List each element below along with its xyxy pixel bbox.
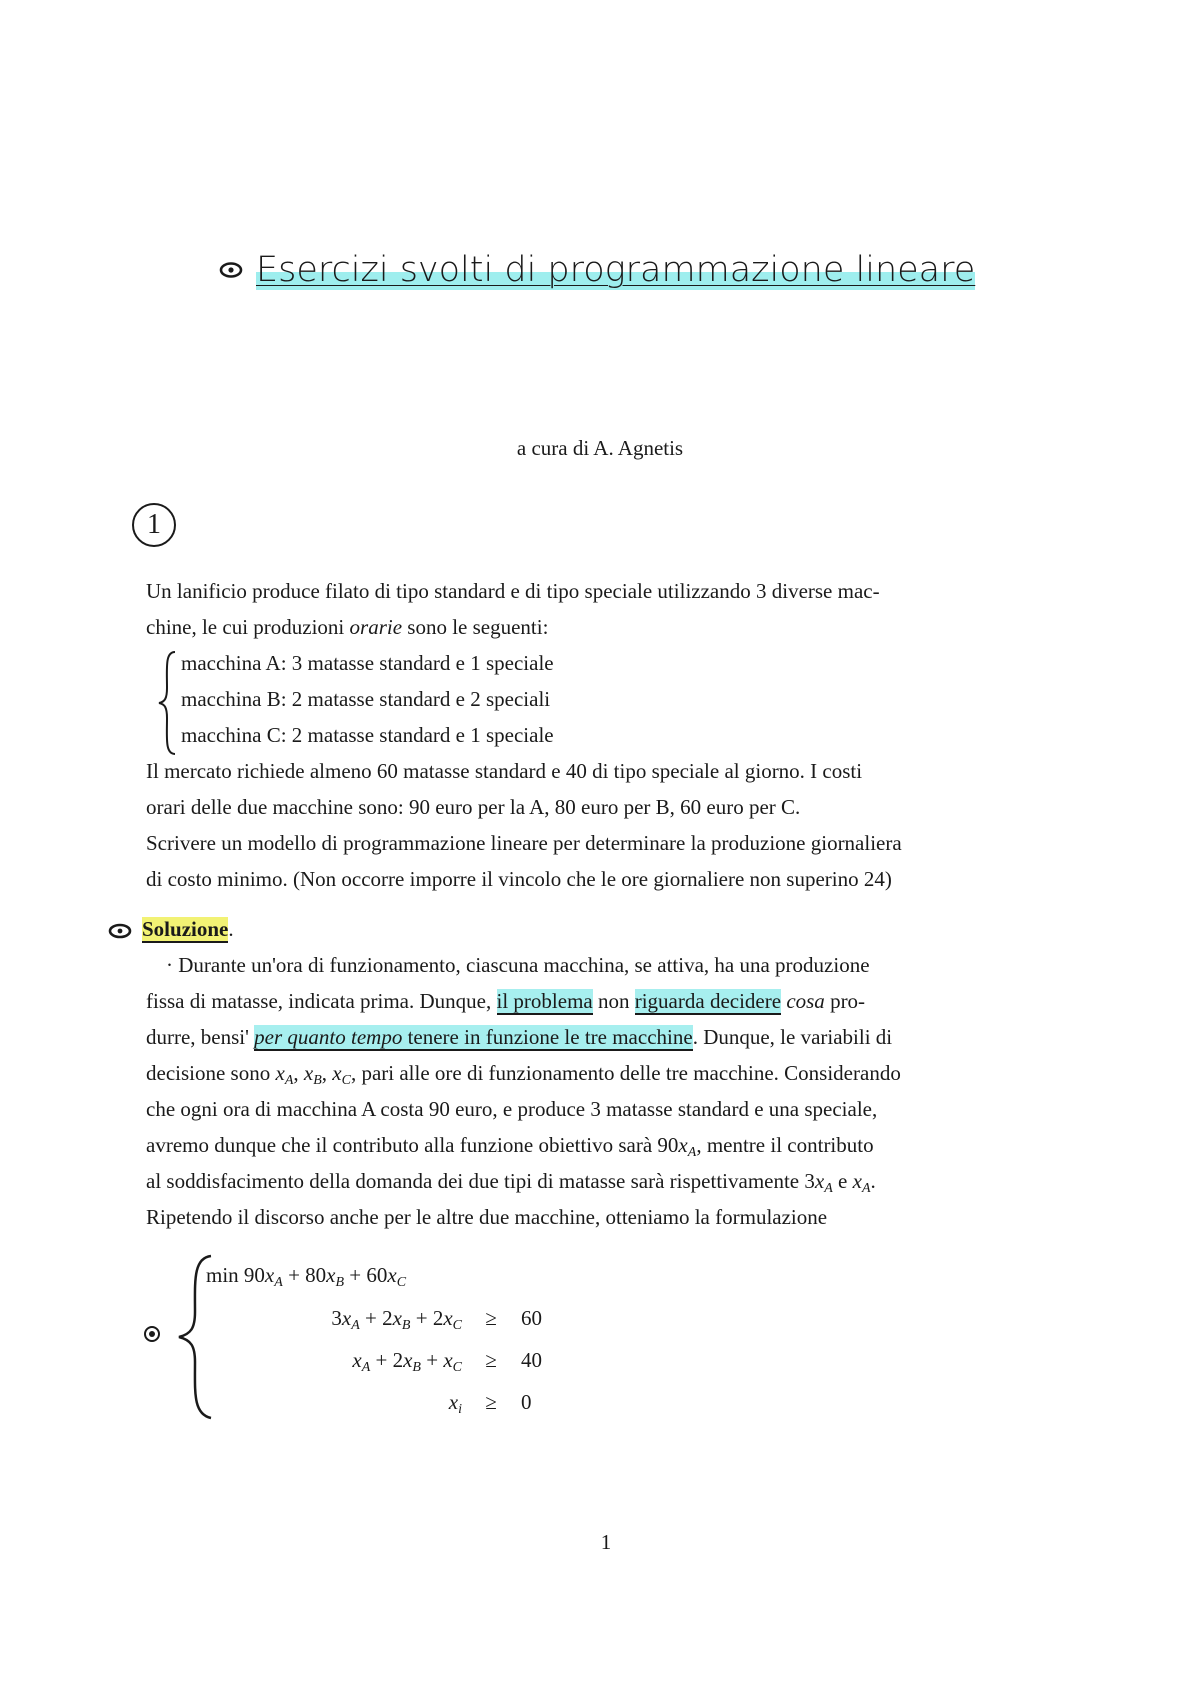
machine-item: macchina A: 3 matasse standard e 1 speciale [181, 651, 554, 675]
lp-objective: $\min 90x_A + 80x_B + 60x_C$ [206, 1263, 407, 1290]
highlight-riguarda-decidere: riguarda decidere [634, 989, 782, 1013]
exercise-line: di costo minimo. (Non occorre imporre il vincolo che le ore giornaliere non superino 24) [146, 867, 892, 891]
exercise-number: 1 [147, 509, 161, 540]
page-title: Esercizi svolti di programmazione lineare [256, 250, 976, 290]
exercise-line: orari delle due macchine sono: 90 euro per la A, 80 euro per B, 60 euro per C. [146, 795, 801, 819]
solution-line: durre, bensi' per quanto tempo tenere in funzione le tre macchine. Dunque, le variabili di [146, 1025, 893, 1049]
page-number: 1 [600, 1530, 612, 1554]
lp-constraint: $x_A + 2x_B + x_C$ [352, 1348, 462, 1375]
machine-item: macchina C: 2 matasse standard e 1 speciale [181, 723, 554, 747]
eye-icon [108, 922, 132, 940]
solution-heading: Soluzione [142, 917, 229, 941]
lp-constraint-rhs: 60 [521, 1306, 542, 1330]
dot-circle-icon [143, 1325, 161, 1343]
exercise-line: Un lanificio produce filato di tipo standard e di tipo speciale utilizzando 3 diverse mac- [146, 579, 880, 603]
emphasis-orarie: orarie [349, 615, 403, 639]
solution-line: al soddisfacimento della domanda dei due tipi di matasse sarà rispettivamente $3x_A$ e $x_A$. [146, 1169, 876, 1196]
lp-constraint-relation: ≥ [485, 1390, 497, 1414]
solution-line: · Durante un'ora di funzionamento, ciascuna macchina, se attiva, ha una produzione [166, 953, 870, 977]
machine-item: macchina B: 2 matasse standard e 2 speciali [181, 687, 551, 711]
lp-constraint-relation: ≥ [485, 1306, 497, 1330]
highlight-il-problema: il problema [496, 989, 593, 1013]
decision-variables: $x_A$, $x_B$, $x_C$ [275, 1061, 351, 1088]
solution-line: che ogni ora di macchina A costa 90 euro, e produce 3 matasse standard e una speciale, [146, 1097, 878, 1121]
solution-line: fissa di matasse, indicata prima. Dunque, il problema non riguarda decidere cosa pro- [146, 989, 866, 1013]
title-row [218, 250, 975, 290]
lp-constraint: $x_i$ [448, 1390, 462, 1417]
brace-icon [157, 648, 179, 758]
solution-line: avremo dunque che il contributo alla funzione obiettivo sarà $90x_A$, mentre il contributo [146, 1133, 874, 1160]
solution-heading-row: Soluzione. [108, 911, 234, 947]
exercise-line: chine, le cui produzioni orarie sono le seguenti: [146, 615, 549, 639]
lp-constraint-rhs: 0 [521, 1390, 532, 1414]
circled-number-icon [132, 503, 176, 547]
exercise-line: Il mercato richiede almeno 60 matasse standard e 40 di tipo speciale al giorno. I costi [146, 759, 863, 783]
lp-constraint-rhs: 40 [521, 1348, 542, 1372]
lp-constraint-relation: ≥ [485, 1348, 497, 1372]
eye-icon [218, 260, 244, 280]
author-line: a cura di A. Agnetis [516, 436, 684, 460]
lp-constraint: $3x_A + 2x_B + 2x_C$ [331, 1306, 462, 1333]
solution-line: decisione sono $x_A$, $x_B$, $x_C$, pari alle ore di funzionamento delle tre macchine. Considerando [146, 1061, 901, 1088]
solution-line: Ripetendo il discorso anche per le altre due macchine, otteniamo la formulazione [146, 1205, 828, 1229]
exercise-line: Scrivere un modello di programmazione lineare per determinare la produzione giornaliera [146, 831, 902, 855]
highlight-per-quanto-tempo: per quanto tempo tenere in funzione le tre macchine [254, 1025, 693, 1049]
